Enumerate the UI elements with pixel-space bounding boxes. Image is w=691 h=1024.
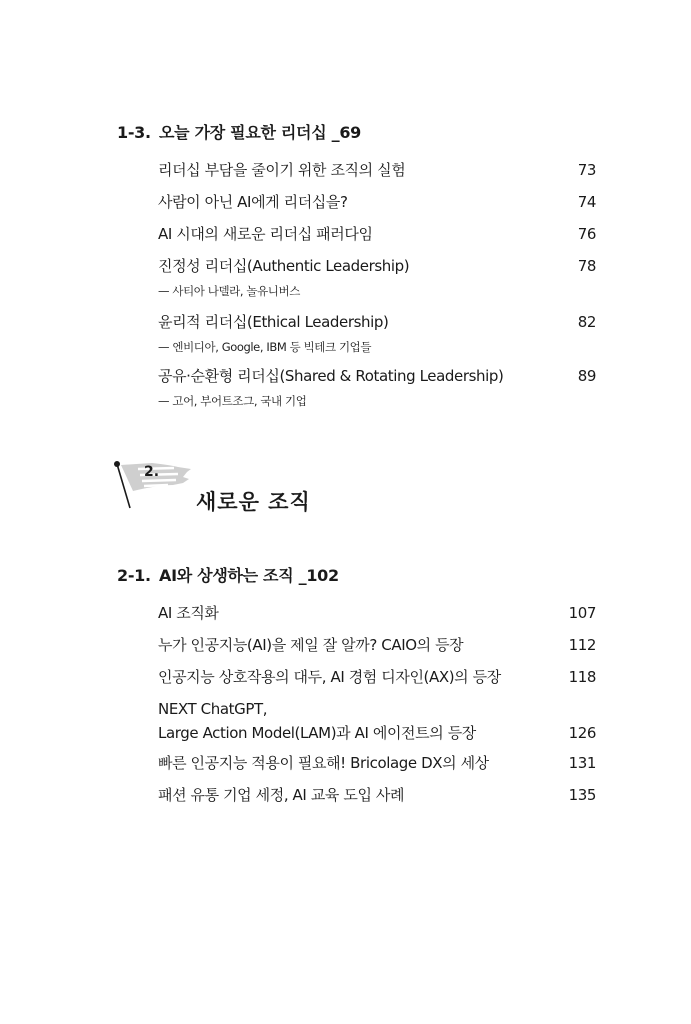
section-title: 오늘 가장 필요한 리더십 _69 [159, 123, 362, 142]
section-heading-2-1 [117, 563, 339, 586]
chapter-title: 새로운 조직 [196, 490, 311, 514]
section-heading-1-3 [117, 120, 361, 143]
entry-page: 112 [568, 636, 596, 654]
toc-entry[interactable] [158, 751, 596, 775]
entry-title: 패션 유통 기업 세정, AI 교육 도입 사례 [158, 786, 405, 804]
entry-title: 누가 인공지능(AI)을 제일 잘 알까? CAIO의 등장 [158, 636, 464, 654]
chapter-header [112, 455, 432, 515]
entry-page: 82 [577, 313, 596, 331]
entry-page: 107 [568, 604, 596, 622]
entry-title: 진정성 리더십(Authentic Leadership) [158, 257, 410, 275]
entry-page: 76 [577, 225, 596, 243]
entry-title: AI 시대의 새로운 리더십 패러다임 [158, 225, 373, 243]
entry-title: 인공지능 상호작용의 대두, AI 경험 디자인(AX)의 등장 [158, 668, 501, 686]
entry-title: 빠른 인공지능 적용이 필요해! Bricolage DX의 세상 [158, 754, 489, 772]
toc-entry[interactable] [158, 783, 596, 807]
toc-entry[interactable] [158, 222, 596, 246]
entry-title: 사람이 아닌 AI에게 리더십을? [158, 193, 348, 211]
toc-entry[interactable] [158, 310, 596, 334]
entry-page: 78 [577, 257, 596, 275]
entry-subtitle: — 고어, 부어트조그, 국내 기업 [158, 394, 307, 408]
entry-subtitle: — 사티아 나델라, 놀유니버스 [158, 284, 300, 298]
section-title: AI와 상생하는 조직 _102 [159, 566, 339, 585]
entry-title-line-1: NEXT ChatGPT, [158, 700, 268, 718]
entry-title: 리더십 부담을 줄이기 위한 조직의 실험 [158, 161, 406, 179]
toc-entry[interactable] [158, 665, 596, 689]
toc-entry[interactable] [158, 254, 596, 278]
entry-page: 126 [568, 724, 596, 742]
toc-entry[interactable] [158, 158, 596, 182]
entry-title-line-2: Large Action Model(LAM)과 AI 에이전트의 등장 [158, 724, 476, 742]
section-number: 2-1. [117, 566, 151, 585]
entry-title: AI 조직화 [158, 604, 219, 622]
entry-page: 131 [568, 754, 596, 772]
chapter-number: 2. [144, 464, 160, 480]
entry-title: 공유·순환형 리더십(Shared & Rotating Leadership) [158, 367, 504, 385]
entry-page: 89 [577, 367, 596, 385]
entry-page: 73 [577, 161, 596, 179]
toc-entry[interactable] [158, 633, 596, 657]
toc-entry[interactable] [158, 697, 596, 745]
toc-entry[interactable] [158, 364, 596, 388]
entry-title: 윤리적 리더십(Ethical Leadership) [158, 313, 389, 331]
entry-page: 135 [568, 786, 596, 804]
section-number: 1-3. [117, 123, 151, 142]
entry-page: 118 [568, 668, 596, 686]
toc-entry[interactable] [158, 190, 596, 214]
entry-page: 74 [577, 193, 596, 211]
toc-entry[interactable] [158, 601, 596, 625]
entry-subtitle: — 엔비디아, Google, IBM 등 빅테크 기업들 [158, 340, 372, 354]
